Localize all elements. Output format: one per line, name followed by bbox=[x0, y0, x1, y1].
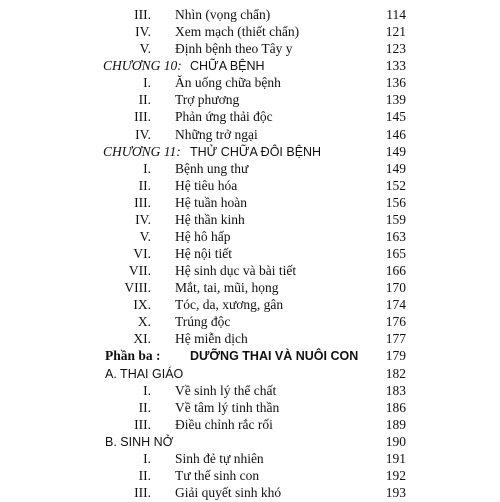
section-heading bbox=[0, 365, 500, 383]
entry-number: III. bbox=[134, 7, 151, 22]
entry-title: Trúng độc bbox=[175, 314, 231, 330]
entry-number: I. bbox=[143, 382, 151, 398]
entry-number: III. bbox=[134, 416, 151, 432]
toc-entry bbox=[0, 228, 500, 246]
toc-entry bbox=[0, 91, 500, 109]
entry-page: 165 bbox=[385, 246, 406, 261]
entry-page: 136 bbox=[385, 75, 406, 91]
entry-title: Tóc, da, xương, gân bbox=[175, 297, 284, 313]
toc-entry bbox=[0, 279, 500, 297]
toc-entry bbox=[0, 160, 500, 178]
toc-entry bbox=[0, 467, 500, 485]
entry-page: 192 bbox=[385, 467, 406, 483]
chapter-title: THỬ CHỮA ĐÔI BỆNH bbox=[190, 144, 322, 159]
entry-page: 152 bbox=[385, 177, 406, 193]
entry-page: 189 bbox=[385, 416, 406, 432]
entry-page: 114 bbox=[386, 7, 406, 22]
entry-number: I. bbox=[143, 450, 151, 466]
entry-number: X. bbox=[137, 314, 151, 330]
entry-title: Hệ thần kinh bbox=[175, 211, 245, 227]
entry-page: 145 bbox=[385, 109, 406, 125]
entry-number: I. bbox=[143, 75, 151, 91]
toc-entry bbox=[0, 23, 500, 41]
chapter-label: CHƯƠNG 11: bbox=[103, 143, 181, 159]
entry-number: II. bbox=[138, 399, 151, 415]
entry-number: IX. bbox=[133, 297, 151, 313]
entry-page: 166 bbox=[385, 263, 406, 279]
entry-number: II. bbox=[138, 467, 151, 483]
chapter-heading bbox=[0, 143, 500, 161]
section-heading bbox=[0, 433, 500, 451]
entry-number: III. bbox=[134, 194, 151, 210]
toc-entry bbox=[0, 450, 500, 468]
entry-page: 177 bbox=[385, 331, 406, 347]
entry-page: 182 bbox=[385, 365, 406, 381]
entry-title: Bệnh ung thư bbox=[175, 160, 249, 176]
entry-title: Sinh đẻ tự nhiên bbox=[175, 450, 264, 466]
toc-entry bbox=[0, 6, 500, 24]
toc-entry bbox=[0, 382, 500, 400]
entry-title: Hệ miễn dịch bbox=[175, 331, 248, 347]
chapter-label: CHƯƠNG 10: bbox=[103, 58, 182, 74]
chapter-heading bbox=[0, 57, 500, 75]
entry-number: III. bbox=[134, 109, 151, 125]
part-title: DƯỠNG THAI VÀ NUÔI CON bbox=[190, 349, 359, 364]
entry-number: III. bbox=[134, 485, 151, 500]
entry-page: 190 bbox=[385, 433, 406, 449]
entry-page: 149 bbox=[385, 160, 406, 176]
toc-entry bbox=[0, 330, 500, 348]
entry-page: 179 bbox=[385, 348, 406, 364]
entry-page: 163 bbox=[385, 228, 406, 244]
entry-page: 159 bbox=[385, 211, 406, 227]
entry-title: Giải quyết sinh khó bbox=[175, 485, 282, 500]
toc-entry bbox=[0, 108, 500, 126]
entry-number: VI. bbox=[133, 246, 151, 261]
entry-title: Những trở ngại bbox=[175, 126, 258, 142]
toc-entry bbox=[0, 399, 500, 417]
toc-entry bbox=[0, 313, 500, 331]
entry-page: 170 bbox=[385, 280, 406, 296]
entry-number: IV. bbox=[135, 24, 151, 40]
entry-title: Định bệnh theo Tây y bbox=[175, 41, 293, 57]
toc-entry bbox=[0, 211, 500, 229]
chapter-title: CHỮA BỆNH bbox=[190, 59, 265, 74]
toc-entry bbox=[0, 126, 500, 144]
toc-entry bbox=[0, 194, 500, 212]
toc-entry bbox=[0, 262, 500, 280]
entry-title: Xem mạch (thiết chẩn) bbox=[175, 24, 300, 40]
entry-title: Phản ứng thải độc bbox=[175, 109, 273, 125]
part-label: Phần ba : bbox=[105, 348, 161, 364]
entry-page: 139 bbox=[385, 92, 406, 108]
entry-title: Hệ tuần hoàn bbox=[175, 194, 247, 210]
entry-number: VII. bbox=[128, 263, 151, 279]
entry-title: Hệ nội tiết bbox=[175, 246, 232, 261]
toc-entry bbox=[0, 484, 500, 502]
entry-page: 156 bbox=[385, 194, 406, 210]
entry-number: V. bbox=[139, 41, 151, 57]
entry-title: Về sinh lý thể chất bbox=[175, 382, 277, 398]
entry-page: 183 bbox=[385, 382, 406, 398]
entry-number: II. bbox=[138, 92, 151, 108]
entry-number: II. bbox=[138, 177, 151, 193]
toc-entry bbox=[0, 416, 500, 434]
toc-entry bbox=[0, 245, 500, 263]
entry-page: 176 bbox=[385, 314, 406, 330]
entry-title: Điều chỉnh rắc rối bbox=[175, 416, 273, 432]
entry-page: 123 bbox=[385, 41, 406, 57]
entry-title: Về tâm lý tinh thần bbox=[175, 399, 280, 415]
entry-title: Hệ tiêu hóa bbox=[175, 177, 238, 193]
entry-title: Mắt, tai, mũi, họng bbox=[175, 280, 279, 296]
part-heading bbox=[0, 347, 500, 365]
toc-entry bbox=[0, 74, 500, 92]
section-title: B. SINH NỞ bbox=[105, 434, 174, 449]
entry-title: Trợ phương bbox=[175, 92, 240, 108]
entry-page: 174 bbox=[385, 297, 406, 313]
section-title: A. THAI GIÁO bbox=[105, 366, 184, 381]
entry-page: 133 bbox=[385, 58, 406, 74]
toc-entry bbox=[0, 296, 500, 314]
toc-entry bbox=[0, 177, 500, 195]
entry-page: 149 bbox=[385, 143, 406, 159]
entry-number: XI. bbox=[133, 331, 151, 347]
entry-page: 193 bbox=[385, 485, 406, 500]
entry-page: 146 bbox=[385, 126, 406, 142]
entry-number: I. bbox=[143, 160, 151, 176]
entry-number: IV. bbox=[135, 126, 151, 142]
entry-title: Hệ hô hấp bbox=[175, 228, 231, 244]
entry-title: Ăn uống chữa bệnh bbox=[175, 75, 281, 91]
entry-number: IV. bbox=[135, 211, 151, 227]
entry-page: 191 bbox=[385, 450, 406, 466]
toc-entry bbox=[0, 40, 500, 58]
entry-number: VIII. bbox=[124, 280, 151, 296]
entry-title: Hệ sinh dục và bài tiết bbox=[175, 263, 297, 279]
entry-title: Nhìn (vọng chẩn) bbox=[175, 7, 271, 22]
entry-title: Tư thế sinh con bbox=[175, 467, 260, 483]
entry-number: V. bbox=[139, 228, 151, 244]
entry-page: 121 bbox=[385, 24, 406, 40]
entry-page: 186 bbox=[385, 399, 406, 415]
